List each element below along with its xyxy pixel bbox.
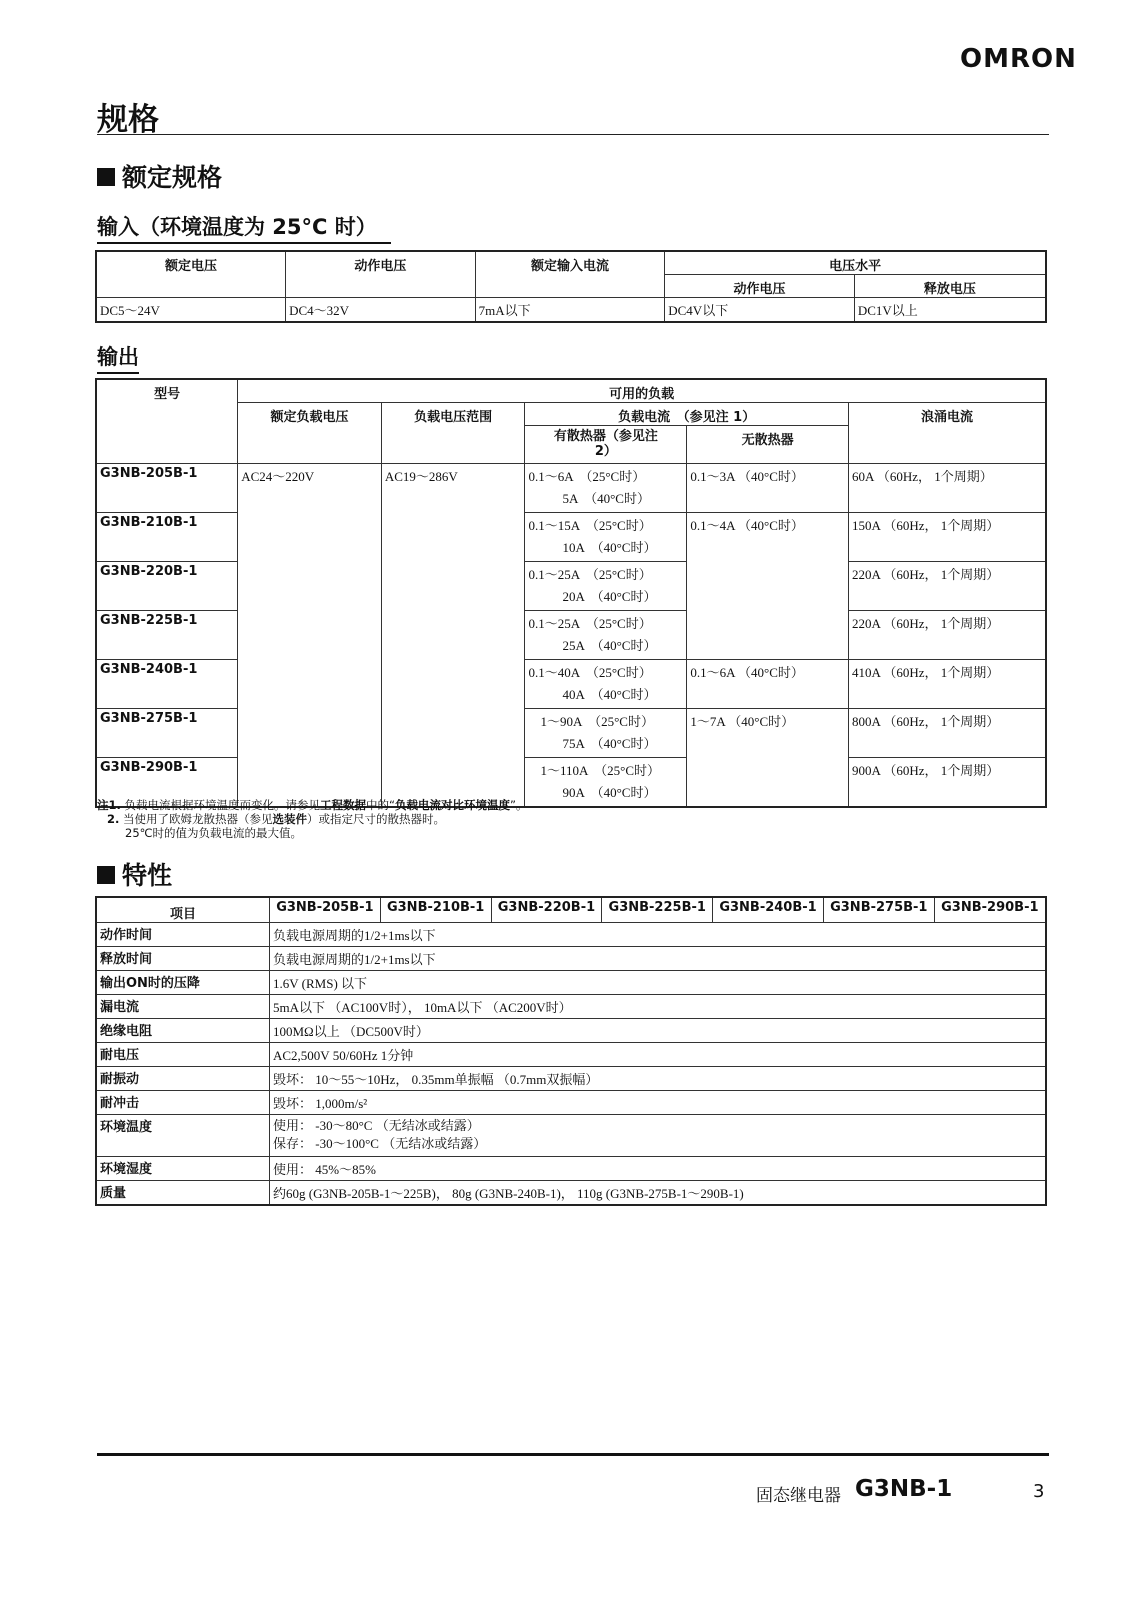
header-model: G3NB-275B-1 [823,897,934,923]
output-table [95,378,1047,808]
inrush-value: 60A （60Hz， 1个周期） [848,464,1046,513]
header-voltage-level: 电压水平 [665,251,1046,275]
square-bullet-icon [97,168,115,186]
row-value: AC2,500V 50/60Hz 1分钟 [270,1043,1047,1067]
model-cell: G3NB-225B-1 [96,611,238,660]
row-value: 约60g (G3NB-205B-1～225B)， 80g (G3NB-240B-1)， 110g (G3NB-275B-1～290B-1) [270,1181,1047,1206]
header-must-release: 释放电压 [854,275,1046,298]
with-heatsink-value: 0.1～25A （25°C时） 25A （40°C时） [525,611,687,660]
row-value: 毁坏： 10～55～10Hz， 0.35mm单振幅 （0.7mm双振幅） [270,1067,1047,1091]
model-cell: G3NB-240B-1 [96,660,238,709]
header-applicable-load: 可用的负载 [238,379,1046,403]
notes [97,798,527,840]
row-label: 耐电压 [96,1043,270,1067]
with-heatsink-value: 0.1～40A （25°C时） 40A （40°C时） [525,660,687,709]
row-label: 输出ON时的压降 [96,971,270,995]
row-label: 耐冲击 [96,1091,270,1115]
table-row [96,1043,1046,1067]
row-value: 1.6V (RMS) 以下 [270,971,1047,995]
table-header-row [96,897,1046,923]
header-with-heatsink: 有散热器（参见注 2） [525,426,687,464]
row-value: 100MΩ以上 （DC500V时） [270,1019,1047,1043]
load-voltage-range-value: AC19～286V [381,464,525,808]
row-label: 环境温度 [96,1115,270,1157]
inrush-value: 150A （60Hz， 1个周期） [848,513,1046,562]
without-heatsink-value: 0.1～3A （40°C时） [687,464,849,513]
row-value: 负载电源周期的1/2+1ms以下 [270,923,1047,947]
header-model: G3NB-240B-1 [713,897,824,923]
characteristics-table [95,896,1047,1206]
row-label: 耐振动 [96,1067,270,1091]
table-row [96,1019,1046,1043]
header-model: 型号 [96,379,238,464]
footer-category: 固态继电器 [756,1486,841,1506]
row-label: 质量 [96,1181,270,1206]
page-title: 规格 [97,102,159,138]
row-label: 释放时间 [96,947,270,971]
header-model: G3NB-290B-1 [934,897,1046,923]
input-value: DC5～24V [96,298,286,323]
table-row [96,464,1046,513]
table-row [96,1157,1046,1181]
header-model: G3NB-210B-1 [380,897,491,923]
inrush-value: 410A （60Hz， 1个周期） [848,660,1046,709]
without-heatsink-value: 0.1～4A （40°C时） [687,513,849,660]
note-2: 2. 当使用了欧姆龙散热器（参见选装件）或指定尺寸的散热器时。 [107,812,446,826]
table-row [96,923,1046,947]
square-bullet-icon [97,866,115,884]
table-row [96,947,1046,971]
with-heatsink-value: 1～110A （25°C时） 90A （40°C时） [525,758,687,808]
inrush-value: 220A （60Hz， 1个周期） [848,611,1046,660]
row-value: 负载电源周期的1/2+1ms以下 [270,947,1047,971]
page-number: 3 [1033,1481,1045,1502]
omron-logo: OMRON [960,44,1077,74]
row-value: 使用： -30～80°C （无结冰或结露） 保存： -30～100°C （无结冰或结露） [270,1115,1047,1157]
table-row [96,995,1046,1019]
header-load-voltage-range: 负载电压范围 [381,403,525,464]
section-heading-characteristics: 特性 [97,856,172,892]
with-heatsink-value: 0.1～6A （25°C时） 5A （40°C时） [525,464,687,513]
header-rated-input-current: 额定输入电流 [475,251,665,298]
with-heatsink-value: 1～90A （25°C时） 75A （40°C时） [525,709,687,758]
table-row [96,1067,1046,1091]
header-must-operate: 动作电压 [665,275,855,298]
row-value: 使用： 45%～85% [270,1157,1047,1181]
header-rated-load-voltage: 额定负载电压 [238,403,382,464]
note-2-line-2: 25℃时的值为负载电流的最大值。 [125,826,303,840]
row-label: 绝缘电阻 [96,1019,270,1043]
header-operating-voltage: 动作电压 [286,251,476,298]
table-row [96,1115,1046,1157]
inrush-value: 900A （60Hz， 1个周期） [848,758,1046,808]
header-item: 项目 [96,897,270,923]
model-cell: G3NB-275B-1 [96,709,238,758]
input-value: DC4V以下 [665,298,855,323]
input-value: DC4～32V [286,298,476,323]
with-heatsink-value: 0.1～15A （25°C时） 10A （40°C时） [525,513,687,562]
inrush-value: 800A （60Hz， 1个周期） [848,709,1046,758]
header-model: G3NB-220B-1 [491,897,602,923]
footer-model: G3NB-1 [855,1476,953,1502]
rated-load-voltage-value: AC24～220V [238,464,382,808]
header-model: G3NB-205B-1 [270,897,381,923]
note-1: 注1. 负载电流根据环境温度而变化。请参见工程数据中的“负载电流对比环境温度”。 [97,798,528,812]
model-cell: G3NB-290B-1 [96,758,238,808]
without-heatsink-value: 1～7A （40°C时） [687,709,849,808]
input-value: DC1V以上 [854,298,1046,323]
title-rule [97,134,1049,135]
table-row [96,1181,1046,1206]
footer-rule [97,1453,1049,1456]
header-rated-voltage: 额定电压 [96,251,286,298]
header-without-heatsink: 无散热器 [687,426,849,464]
row-label: 环境湿度 [96,1157,270,1181]
with-heatsink-value: 0.1～25A （25°C时） 20A （40°C时） [525,562,687,611]
table-row [96,1091,1046,1115]
input-heading: 输入（环境温度为 25°C 时） [97,211,391,244]
row-value: 5mA以下 （AC100V时）， 10mA以下 （AC200V时） [270,995,1047,1019]
model-cell: G3NB-205B-1 [96,464,238,513]
model-cell: G3NB-210B-1 [96,513,238,562]
table-row [96,971,1046,995]
header-model: G3NB-225B-1 [602,897,713,923]
without-heatsink-value: 0.1～6A （40°C时） [687,660,849,709]
input-value: 7mA以下 [475,298,665,323]
row-label: 漏电流 [96,995,270,1019]
section-heading-rated: 额定规格 [97,158,222,194]
input-table [95,250,1047,323]
inrush-value: 220A （60Hz， 1个周期） [848,562,1046,611]
model-cell: G3NB-220B-1 [96,562,238,611]
row-value: 毁坏： 1,000m/s² [270,1091,1047,1115]
header-inrush-current: 浪涌电流 [848,403,1046,464]
row-label: 动作时间 [96,923,270,947]
header-load-current: 负载电流 （参见注 1） [525,403,849,426]
table-row [96,298,1046,323]
output-heading: 输出 [97,341,139,374]
